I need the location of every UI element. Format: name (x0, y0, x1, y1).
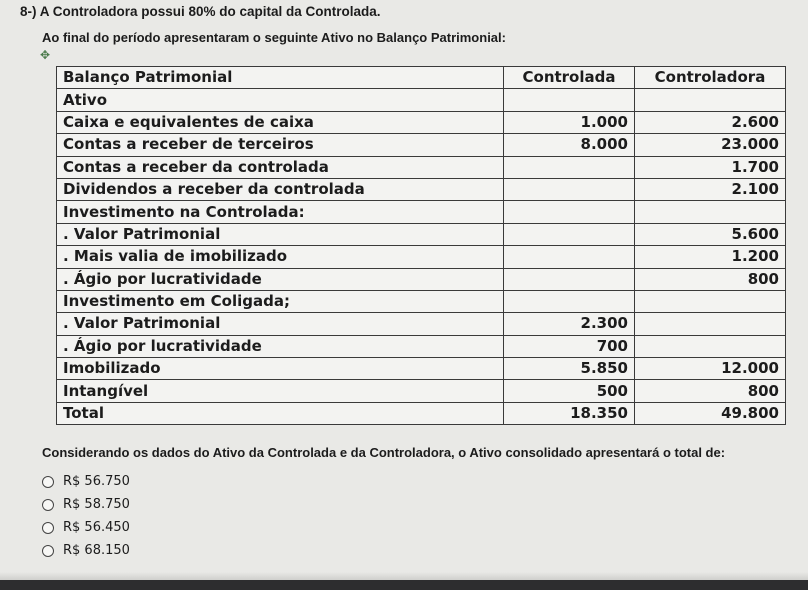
controladora-value: 49.800 (635, 402, 786, 424)
controlada-value: 1.000 (504, 111, 635, 133)
screen-edge-shadow (0, 572, 808, 580)
controladora-value: 1.200 (635, 246, 786, 268)
row-label: Ativo (57, 89, 504, 111)
radio-button[interactable] (42, 499, 54, 511)
controlada-value: 8.000 (504, 134, 635, 156)
answer-option-2[interactable] (42, 493, 130, 516)
answer-option-label: R$ 58.750 (63, 497, 130, 512)
controladora-value (635, 201, 786, 223)
controlada-value (504, 268, 635, 290)
row-label: Intangível (57, 380, 504, 402)
question-intro: Ao final do período apresentaram o seguinte Ativo no Balanço Patrimonial: (42, 30, 506, 45)
table-row (57, 380, 786, 402)
table-row (57, 246, 786, 268)
table-row (57, 402, 786, 424)
row-label: . Valor Patrimonial (57, 313, 504, 335)
screen-bezel (0, 580, 808, 590)
controladora-value: 23.000 (635, 134, 786, 156)
row-label: . Ágio por lucratividade (57, 335, 504, 357)
controlada-value: 500 (504, 380, 635, 402)
radio-button[interactable] (42, 522, 54, 534)
controlada-value (504, 89, 635, 111)
controladora-value (635, 335, 786, 357)
header-controladora: Controladora (635, 67, 786, 89)
answer-options (42, 470, 130, 562)
controlada-value: 5.850 (504, 358, 635, 380)
table-row (57, 134, 786, 156)
radio-button[interactable] (42, 545, 54, 557)
table-row (57, 178, 786, 200)
controladora-value (635, 290, 786, 312)
table-row (57, 268, 786, 290)
row-label: Caixa e equivalentes de caixa (57, 111, 504, 133)
controlada-value (504, 178, 635, 200)
controladora-value: 800 (635, 268, 786, 290)
table-row (57, 89, 786, 111)
table-row (57, 201, 786, 223)
controladora-value (635, 89, 786, 111)
row-label: Imobilizado (57, 358, 504, 380)
controlada-value (504, 246, 635, 268)
row-label: Contas a receber de terceiros (57, 134, 504, 156)
row-label: Total (57, 402, 504, 424)
row-label: Investimento em Coligada; (57, 290, 504, 312)
row-label: Dividendos a receber da controlada (57, 178, 504, 200)
table-row (57, 358, 786, 380)
radio-button[interactable] (42, 476, 54, 488)
table-header-row (57, 67, 786, 89)
controlada-value: 700 (504, 335, 635, 357)
table-row (57, 111, 786, 133)
controladora-value: 12.000 (635, 358, 786, 380)
answer-option-label: R$ 56.450 (63, 520, 130, 535)
controlada-value: 18.350 (504, 402, 635, 424)
answer-option-4[interactable] (42, 539, 130, 562)
row-label: Contas a receber da controlada (57, 156, 504, 178)
controladora-value (635, 313, 786, 335)
row-label: . Ágio por lucratividade (57, 268, 504, 290)
question-prompt: Considerando os dados do Ativo da Controlada e da Controladora, o Ativo consolidado apresentará o total de: (42, 445, 726, 460)
header-label: Balanço Patrimonial (57, 67, 504, 89)
controladora-value: 2.600 (635, 111, 786, 133)
question-title: 8-) A Controladora possui 80% do capital da Controlada. (20, 4, 381, 19)
table-row (57, 156, 786, 178)
controlada-value (504, 223, 635, 245)
controladora-value: 800 (635, 380, 786, 402)
controlada-value (504, 201, 635, 223)
controlada-value: 2.300 (504, 313, 635, 335)
row-label: Investimento na Controlada: (57, 201, 504, 223)
table-row (57, 313, 786, 335)
answer-option-1[interactable] (42, 470, 130, 493)
answer-option-label: R$ 56.750 (63, 474, 130, 489)
move-handle-icon[interactable]: ✥ (40, 48, 51, 62)
table-row (57, 335, 786, 357)
table-row (57, 223, 786, 245)
controladora-value: 1.700 (635, 156, 786, 178)
answer-option-label: R$ 68.150 (63, 543, 130, 558)
header-controlada: Controlada (504, 67, 635, 89)
balance-sheet-table (56, 66, 786, 425)
table-row (57, 290, 786, 312)
controladora-value: 5.600 (635, 223, 786, 245)
row-label: . Valor Patrimonial (57, 223, 504, 245)
controlada-value (504, 156, 635, 178)
row-label: . Mais valia de imobilizado (57, 246, 504, 268)
answer-option-3[interactable] (42, 516, 130, 539)
controlada-value (504, 290, 635, 312)
controladora-value: 2.100 (635, 178, 786, 200)
